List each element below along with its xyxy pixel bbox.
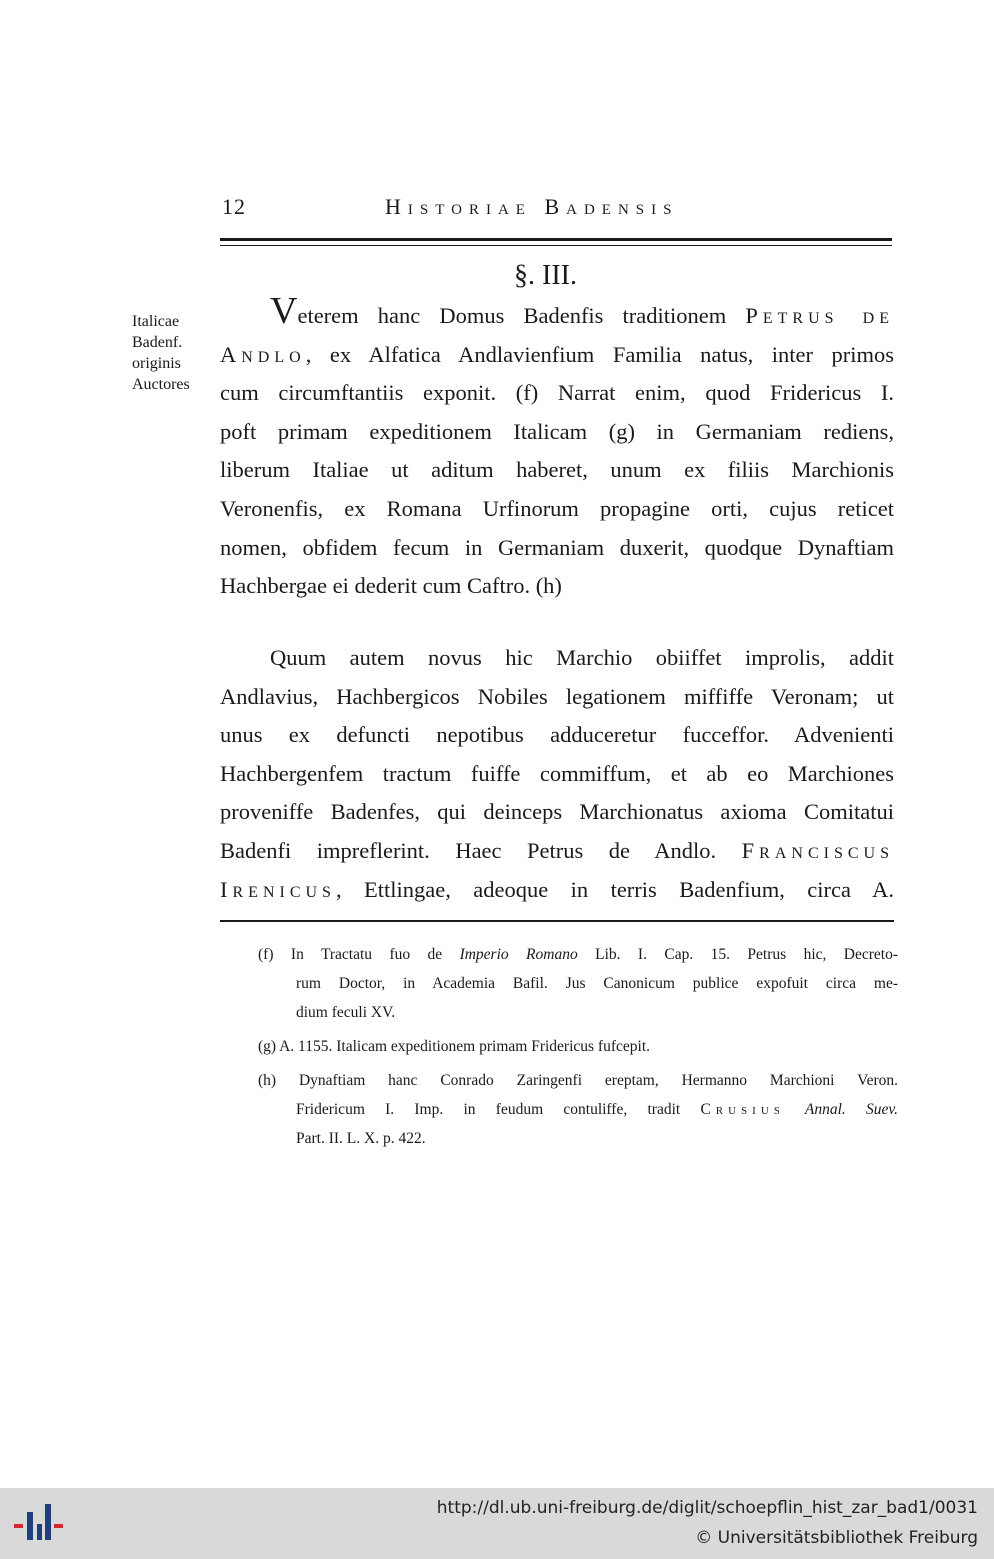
footnote-rule — [220, 920, 894, 922]
header-rule-thick — [220, 238, 892, 241]
page-header — [220, 194, 892, 228]
work-title: Annal. Suev. — [784, 1101, 898, 1118]
text-line: cum circumftantiis exponit. (f) Narrat enim, quod Fridericus I. — [220, 380, 894, 406]
page-number: 12 — [222, 194, 246, 219]
text-line: liberum Italiae ut aditum haberet, unum ex filiis Marchionis — [220, 457, 894, 483]
footnote-line: dium feculi XV. — [296, 1004, 396, 1021]
text-line — [220, 336, 894, 375]
text-run: eterem hanc Domus Badenfis traditionem — [297, 303, 746, 328]
author-name: Petrus de — [745, 303, 894, 328]
text-line: proveniffe Badenfes, qui deinceps Marchionatus axioma Comitatui — [220, 799, 894, 825]
text-line: poft primam expeditionem Italicam (g) in Germaniam rediens, — [220, 418, 894, 444]
text-run: Dynaftiam hanc Conrado Zaringenfi ereptam, Hermanno Marchioni Veron. — [298, 1072, 898, 1089]
margin-note-line: Auctores — [132, 376, 190, 393]
margin-note-line: Italicae — [132, 313, 180, 330]
text-run: Quum autem novus hic Marchio obiiffet improlis, addit — [270, 645, 894, 670]
footnote-h — [258, 1066, 898, 1153]
text-line — [220, 871, 894, 910]
viewer-footer — [0, 1488, 994, 1559]
text-line: Andlavius, Hachbergicos Nobiles legationem miffiffe Veronam; ut — [220, 683, 894, 709]
text-line: nomen, obfidem fecum in Germaniam duxerit, quodque Dynaftiam — [220, 534, 894, 560]
footnote-line — [258, 1066, 898, 1095]
paragraph-2 — [220, 639, 894, 909]
footnote-g — [258, 1032, 898, 1061]
footnote-line: Part. II. L. X. p. 422. — [296, 1130, 426, 1147]
author-name: Irenicus — [220, 876, 336, 902]
author-name: Crusius — [700, 1101, 785, 1118]
margin-note-line: Badenf. — [132, 334, 183, 351]
work-title: Imperio Romano — [459, 946, 578, 963]
footnotes — [258, 940, 898, 1158]
footnote-label: (h) — [258, 1072, 277, 1089]
text-line: Hachbergae ei dederit cum Caftro. (h) — [220, 573, 562, 599]
footnote-line: rum Doctor, in Academia Bafil. Jus Canonicum publice expofuit circa me- — [296, 975, 898, 992]
drop-cap: V — [270, 290, 298, 332]
text-run: Badenfi impreflerint. Haec Petrus de Andlo. — [220, 837, 742, 863]
ub-freiburg-logo-icon — [14, 1504, 64, 1544]
author-name: Andlo — [220, 341, 306, 367]
text-line — [220, 290, 894, 336]
footnote-f — [258, 940, 898, 1027]
text-run: Lib. I. Cap. 15. Petrus hic, Decreto- — [577, 946, 898, 963]
paragraph-1 — [220, 290, 894, 606]
text-run: In Tractatu fuo de — [290, 946, 460, 963]
footnote-line — [258, 940, 898, 969]
margin-note — [132, 311, 212, 395]
text-line: Hachbergenfem tractum fuiffe commiffum, et ab eo Marchiones — [220, 760, 894, 786]
author-name: Franciscus — [741, 837, 894, 863]
footnote-line — [258, 1095, 898, 1124]
text-line: unus ex defuncti nepotibus adduceretur fucceffor. Advenienti — [220, 722, 894, 748]
section-heading: §. III. — [514, 260, 577, 291]
document-url[interactable]: http://dl.ub.uni-freiburg.de/diglit/schoepflin_hist_zar_bad1/0031 — [436, 1498, 978, 1518]
text-run: Fridericum I. Imp. in feudum contuliffe, tradit — [296, 1101, 701, 1118]
text-run: A. 1155. Italicam expeditionem primam Fridericus fufcepit. — [279, 1038, 650, 1055]
text-line — [220, 832, 894, 871]
header-rule-thin — [220, 245, 892, 246]
running-title: Historiae Badensis — [385, 194, 679, 219]
text-run: , ex Alfatica Andlavienfium Familia natus, inter primos — [305, 341, 894, 367]
footnote-line — [258, 1032, 898, 1061]
margin-note-line: originis — [132, 355, 181, 372]
text-line: Veronenfis, ex Romana Urfinorum propagine orti, cujus reticet — [220, 495, 894, 521]
footnote-label: (g) — [258, 1038, 277, 1055]
text-run: , Ettlingae, adeoque in terris Badenfium, circa A. — [335, 876, 894, 902]
footnote-label: (f) — [258, 946, 274, 963]
text-line — [220, 639, 894, 678]
copyright-notice: © Universitätsbibliothek Freiburg — [695, 1528, 978, 1548]
